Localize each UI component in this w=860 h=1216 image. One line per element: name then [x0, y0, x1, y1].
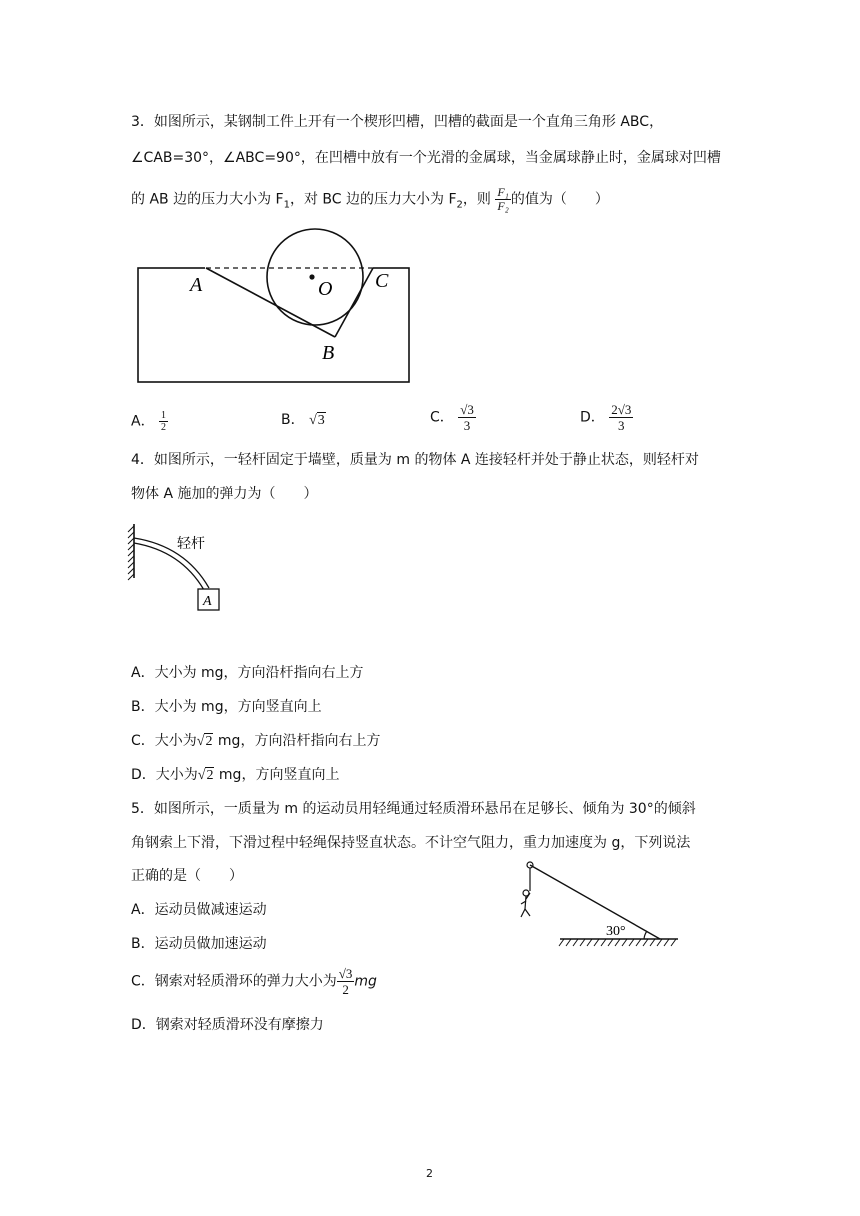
q5-option-a: A．运动员做减速运动	[131, 902, 267, 918]
label-b: B	[322, 342, 335, 364]
q3-option-d: D． $\frac{2√3}{3}$	[580, 402, 632, 433]
q5-line3: 正确的是（ ）	[131, 868, 243, 884]
athlete-figure	[521, 890, 530, 917]
side-bc	[335, 268, 373, 337]
q3-option-b: B． √3	[281, 412, 325, 428]
workpiece-rect	[138, 268, 409, 382]
label-a: A	[190, 274, 203, 296]
label-c: C	[375, 270, 389, 292]
wall-hatching	[128, 526, 134, 580]
q3-option-c: C． $\frac{√3}{3}$	[430, 402, 474, 433]
angle-label: 30°	[606, 924, 626, 939]
side-ab	[206, 268, 335, 337]
q3-ratio-fraction: $\frac{\text{F₁}}{\text{F₂}}$	[497, 185, 509, 213]
q4-rod-figure	[125, 518, 235, 618]
q4-line2: 物体 A 施加的弹力为（ ）	[131, 486, 318, 502]
q5-incline-figure	[510, 855, 690, 950]
q3-line3: 的 AB 边的压力大小为 $F_1$，对 BC 边的压力大小为 $F_2$，则 $\frac{\text{F₁}}{\text{F₂}}$ 的值为（ ）	[131, 185, 609, 213]
ball-center-dot	[309, 274, 314, 279]
q4-line1: 4．如图所示，一轻杆固定于墙壁，质量为 m 的物体 A 连接轻杆并处于静止状态，则轻杆对	[131, 452, 699, 468]
q4-option-a: A．大小为 mg，方向沿杆指向右上方	[131, 665, 364, 681]
rod-label: 轻杆	[177, 536, 205, 552]
steel-cable	[530, 865, 660, 939]
q5-option-b: B．运动员做加速运动	[131, 936, 267, 952]
q3-option-a: A． $\frac{1}{2}$	[131, 410, 167, 433]
page-number: 2	[426, 1167, 433, 1180]
ground-hatching	[559, 939, 676, 946]
q5-line1: 5．如图所示，一质量为 m 的运动员用轻绳通过轻质滑环悬吊在足够长、倾角为 30°的倾斜	[131, 801, 696, 817]
q3-line1: 3．如图所示，某钢制工件上开有一个楔形凹槽，凹槽的截面是一个直角三角形 ABC，	[131, 114, 664, 130]
block-a-label: A	[203, 594, 212, 609]
label-o: O	[318, 278, 333, 300]
q4-option-c: C．大小为√2 mg，方向沿杆指向右上方	[131, 733, 381, 749]
angle-arc	[644, 931, 647, 939]
q5-line2: 角钢索上下滑，下滑过程中轻绳保持竖直状态。不计空气阻力，重力加速度为 g，下列说法	[131, 835, 691, 851]
q5-option-d: D．钢索对轻质滑环没有摩擦力	[131, 1017, 324, 1033]
q3-groove-figure	[130, 225, 420, 390]
metal-ball	[267, 229, 363, 325]
q4-option-b: B．大小为 mg，方向竖直向上	[131, 699, 322, 715]
q4-option-d: D．大小为√2 mg，方向竖直向上	[131, 767, 340, 783]
q3-line2: ∠CAB=30°，∠ABC=90°，在凹槽中放有一个光滑的金属球，当金属球静止时，金属球对凹槽	[131, 150, 721, 166]
q5-option-c: C．钢索对轻质滑环的弹力大小为 $\frac{√3}{2}$ mg	[131, 966, 377, 997]
